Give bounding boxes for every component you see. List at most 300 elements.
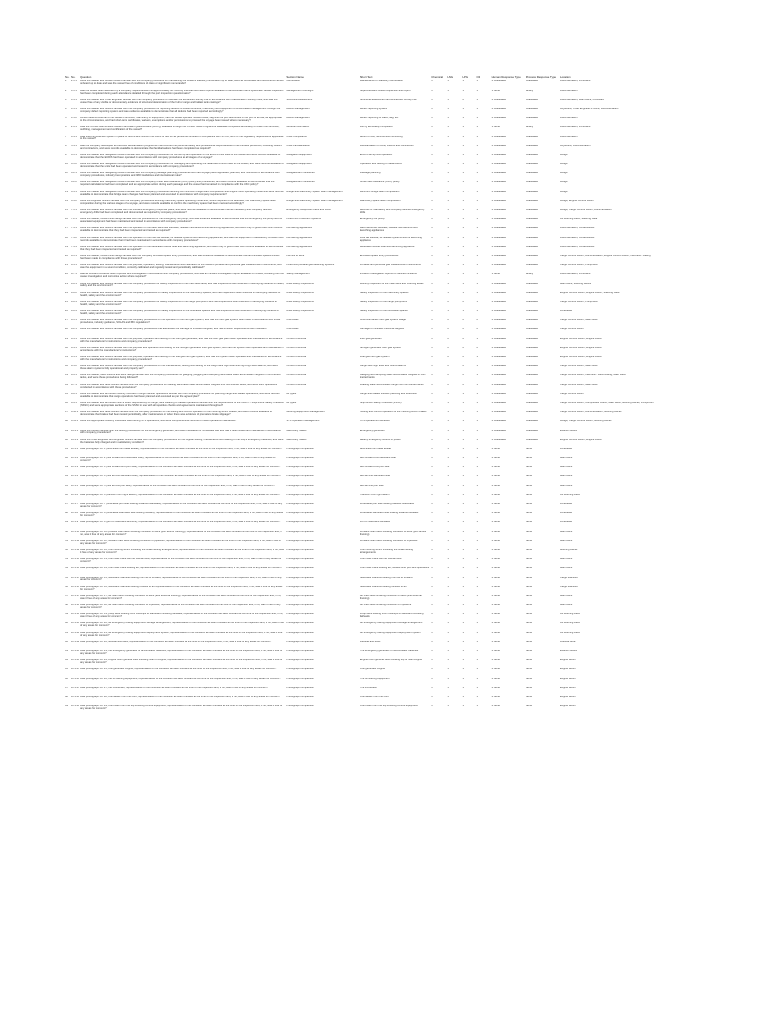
row-no-cell: 40	[65, 438, 68, 441]
human-response-type-cell: 2 None	[491, 539, 500, 542]
row-no-cell: 39	[65, 429, 68, 432]
location-cell: Main Deck	[560, 539, 573, 542]
header-chemical: Chemical	[431, 75, 443, 79]
row-no-cell: 54	[65, 567, 68, 570]
oil-flag-cell: 1	[476, 401, 478, 404]
chemical-flag-cell: 1	[431, 585, 433, 588]
location-cell: Engine Room	[560, 668, 576, 671]
oil-flag-cell: 1	[476, 209, 478, 212]
question-text-cell: Was photograph no. 4 (hull aft end starboard side), representative of the condition as seen onboard at the time of the inspection and, if no, was it free of any areas for concern?	[80, 475, 282, 478]
question-text-cell: Were the Master and officers familiar with the company procedure for reporting defects to vessel structure, machinery and equipment to shore-based management through the company defect reporting system and was evidence available to demonstrate that all defects had been reported accordingly?	[80, 107, 281, 113]
table-row	[64, 696, 704, 705]
section-name-cell: Photograph comparison	[286, 466, 314, 469]
question-number-cell: 8.3.1	[71, 264, 77, 267]
short-text-cell: Under keel clearance (UKC) policy	[359, 181, 400, 184]
human-response-type-cell: 2 None	[491, 457, 500, 460]
process-response-type-cell: Graduated	[525, 300, 539, 303]
process-response-type-cell: Graduated	[525, 291, 539, 294]
header-lng: LNG	[447, 75, 454, 79]
table-row	[64, 632, 704, 641]
chemical-flag-cell: 1	[431, 493, 433, 496]
process-response-type-cell: Graduated	[525, 135, 539, 138]
question-text-cell: Were the Master and officers familiar with the company procedures for the operation of the inert gas system, and had the inert gas system been used in accordance with those procedures, industry guidance, SOLAS and IBC regulations?	[80, 319, 281, 325]
location-cell: Bridge	[560, 190, 568, 193]
process-response-type-cell: None	[525, 548, 533, 551]
short-text-cell: Hull forward end starboard side	[359, 457, 396, 460]
short-text-cell: The oil filtering equipment	[359, 677, 390, 680]
chemical-flag-cell: 1	[431, 438, 433, 441]
table-row	[64, 292, 704, 301]
question-text-cell: Was there an effective system in place to record and monitor the hours of rest for all personnel onboard in compliance with STCW, MLC or the regulatory requirements applicable to the vessel?	[80, 135, 284, 141]
human-response-type-cell: 2 None	[491, 631, 500, 634]
chemical-flag-cell: 1	[431, 411, 433, 414]
short-text-cell: Cargo tank high level and overfill alarms	[359, 365, 406, 368]
lng-flag-cell: 1	[447, 457, 449, 460]
short-text-cell: Aft emergency towing equipment storage arrangement	[359, 622, 423, 625]
question-text-cell: Were the Master, officers and ratings familiar with the company enclosed space entry procedures, and was evidence available to demonstrate that all enclosed spaces entries had been made in compliance with those procedures?	[80, 254, 280, 260]
location-cell: Main Deck, Mooring Decks	[560, 282, 592, 285]
lpg-flag-cell: 1	[462, 512, 464, 515]
question-text-cell: Was the OCIMF Harmonised Vessel Particulars Questionnaire (HVPQ) available through the OCIMF SIRE Programme database completed accurately to reflect the structure, outfitting, management and certification of the vessel?	[80, 126, 280, 132]
short-text-cell: Forecastle starboard side looking towards fairleads	[359, 512, 419, 515]
lpg-flag-cell: 1	[462, 107, 464, 110]
question-number-cell: 6.1.2	[71, 163, 77, 166]
lpg-flag-cell: 1	[462, 117, 464, 120]
question-number-cell: 11.1.28	[71, 695, 80, 698]
question-number-cell: 6.2.1	[71, 172, 77, 175]
human-response-type-cell: 2 None	[491, 668, 500, 671]
lng-flag-cell: 1	[447, 254, 449, 257]
location-cell: Cargo Control Room, Main Deck	[560, 383, 598, 386]
process-response-type-cell: Graduated	[525, 328, 539, 331]
process-response-type-cell: None	[525, 493, 533, 496]
row-no-cell: 16	[65, 218, 68, 221]
human-response-type-cell: 2 None	[491, 659, 500, 662]
question-number-cell: 11.1.29	[71, 705, 80, 708]
section-name-cell: All types	[286, 392, 297, 395]
lpg-flag-cell: 1	[462, 558, 464, 561]
location-cell: Main Deck	[560, 484, 573, 487]
section-name-cell: Photograph comparison	[286, 677, 314, 680]
question-number-cell: 11.1.27	[71, 686, 80, 689]
human-response-type-cell: 2 None	[491, 640, 500, 643]
row-no-cell: 32	[65, 365, 68, 368]
location-cell: Main Deck	[560, 457, 573, 460]
question-number-cell: 8.2.1	[71, 328, 77, 331]
section-name-cell: Photograph comparison	[286, 613, 314, 616]
lpg-flag-cell: 1	[462, 659, 464, 662]
question-number-cell: 11.1.18	[71, 604, 80, 607]
lpg-flag-cell: 1	[462, 695, 464, 698]
lpg-flag-cell: 1	[462, 493, 464, 496]
table-row	[64, 650, 704, 659]
chemical-flag-cell: 1	[431, 686, 433, 689]
short-text-cell: One hose crane with an overall view	[359, 558, 402, 561]
question-number-cell: 11.1.8	[71, 512, 79, 515]
location-cell: Forecastle	[560, 512, 573, 515]
short-text-cell: Transom from right astern	[359, 493, 390, 496]
question-number-cell: 11.1.15	[71, 576, 80, 579]
process-response-type-cell: Graduated	[525, 144, 539, 147]
short-text-cell: Structural assessment and Enhanced Survey File	[359, 98, 417, 101]
human-response-type-cell: 2 Graduated	[491, 190, 507, 193]
lpg-flag-cell: 1	[462, 686, 464, 689]
question-number-cell: 9.8.3	[71, 300, 77, 303]
header-location: Location	[560, 75, 571, 79]
section-name-cell: Photograph comparison	[286, 668, 314, 671]
section-name-cell: Defect Management	[286, 117, 310, 120]
short-text-cell: Loading static accumulator cargo into non-inerted tanks	[359, 383, 424, 386]
chemical-flag-cell: 1	[431, 383, 433, 386]
question-text-cell: Was photograph no. 6 (transom from right astern), representative of the condition as seen onboard at the time of the inspection and, if no, was it free of any areas for concern?	[80, 493, 281, 496]
short-text-cell: Safety inspection of the forecastle spaces	[359, 310, 408, 313]
lpg-flag-cell: 1	[462, 668, 464, 671]
question-text-cell: Was photograph no. 18, aft main deck showing condition of Pipework, representative of the condition as seen onboard at the time of the inspection and, if no, was it free of any areas for concern?	[80, 604, 281, 609]
oil-flag-cell: 1	[476, 227, 478, 230]
table-row	[64, 237, 704, 246]
lng-flag-cell: 1	[447, 503, 449, 506]
process-response-type-cell: Graduated	[525, 264, 539, 267]
table-row	[64, 687, 704, 696]
chemical-flag-cell: 1	[431, 650, 433, 653]
location-cell: Main Deck	[560, 466, 573, 469]
chemical-flag-cell: 1	[431, 319, 433, 322]
question-number-cell: 7.1.1	[71, 209, 77, 212]
lng-flag-cell: 1	[447, 273, 449, 276]
question-number-cell: 6.3.2	[71, 199, 77, 202]
table-row	[64, 301, 704, 310]
process-response-type-cell: Graduated	[525, 107, 539, 110]
question-number-cell: 11.1.19	[71, 613, 80, 616]
oil-flag-cell: 1	[476, 264, 478, 267]
oil-flag-cell: 1	[476, 300, 478, 303]
oil-flag-cell: 1	[476, 705, 478, 708]
section-name-cell: Emergency Response Plans and Drills	[286, 209, 331, 212]
oil-flag-cell: 1	[476, 695, 478, 698]
question-number-cell: 3.5.2	[71, 117, 77, 120]
short-text-cell: Superintendent vessel inspection and report	[359, 89, 411, 92]
chemical-flag-cell: 1	[431, 457, 433, 460]
section-name-cell: STS Operation Management	[286, 420, 320, 423]
human-response-type-cell: 2 Graduated	[491, 319, 507, 322]
question-number-cell: 7.2.1	[71, 218, 77, 221]
question-number-cell: 4.4.1	[71, 135, 77, 138]
question-text-cell: Were the Master and officers familiar with the purpose, operation and testing of the flue gas inert gas system, and had the system been operated and maintained in accordance with the manufacturer's instructions and company procedures?	[80, 356, 282, 361]
row-no-cell: 24	[65, 291, 68, 294]
table-row	[64, 384, 704, 393]
row-no-cell: 9	[65, 153, 67, 156]
process-response-type-cell: None	[525, 539, 533, 542]
question-number-cell: 3.1.1	[71, 89, 77, 92]
human-response-type-cell: 1 None	[491, 273, 500, 276]
oil-flag-cell: 1	[476, 245, 478, 248]
section-name-cell: Photograph comparison	[286, 695, 314, 698]
table-row	[64, 163, 704, 172]
lng-flag-cell: 1	[447, 622, 449, 625]
lng-flag-cell: 1	[447, 144, 449, 147]
lpg-flag-cell: 1	[462, 245, 464, 248]
row-no-cell: 31	[65, 356, 68, 359]
question-text-cell: Had the company developed an effective familiarisation programme that covered the personal safety and professional responsibilities of all onboard personnel, including visitors and contractors, and were records available to demonstrate that familiarisations had been completed as required?	[80, 144, 282, 150]
question-text-cell: Was photograph no. 3 (hull forward end port side), representative of the condition as seen onboard at the time of the inspection and, if no, was it free of any areas for concern?	[80, 466, 281, 469]
short-text-cell: Minimum bridge team composition	[359, 190, 400, 193]
question-text-cell: Were the Master and certain officers familiar with the company procedure for maintaining the vessel's statutory certification up to date, were all certificates and documents carried onboard up to date and was the vessel free of conditions of class or significant memoranda?	[80, 80, 284, 86]
location-cell: Documentation, Main Deck, Portboard	[560, 98, 604, 101]
table-row	[64, 347, 704, 356]
chemical-flag-cell: 1	[431, 181, 433, 184]
table-row	[64, 503, 704, 512]
process-response-type-cell: Graduated	[525, 80, 539, 83]
lng-flag-cell: 1	[447, 411, 449, 414]
row-no-cell: 46	[65, 493, 68, 496]
chemical-flag-cell: 1	[431, 659, 433, 662]
lpg-flag-cell: 1	[462, 585, 464, 588]
process-response-type-cell: Graduated	[525, 356, 539, 359]
chemical-flag-cell: 1	[431, 172, 433, 175]
question-number-cell: 2.6.1	[71, 126, 77, 129]
process-response-type-cell: Graduated	[525, 346, 539, 349]
lpg-flag-cell: 1	[462, 613, 464, 616]
section-name-cell: Crew Familiarisation	[286, 144, 310, 147]
short-text-cell: Inert gas generator	[359, 337, 382, 340]
section-name-cell: Fixed Fire Protection Systems	[286, 218, 321, 221]
lpg-flag-cell: 1	[462, 80, 464, 83]
oil-flag-cell: 1	[476, 282, 478, 285]
question-text-cell: Was photograph no. 28, one ladder from the front, representative of the condition as seen onboard at the time of the inspection and, if no, was it free of any areas for concern?	[80, 695, 281, 698]
row-no-cell: 20	[65, 254, 68, 257]
row-no-cell: 38	[65, 420, 68, 423]
lng-flag-cell: 1	[447, 264, 449, 267]
short-text-cell: Bow area from dead ahead	[359, 447, 392, 450]
lng-flag-cell: 1	[447, 420, 449, 423]
section-name-cell: Mooring Equipment Management	[286, 411, 325, 414]
chemical-flag-cell: 1	[431, 668, 433, 671]
question-number-cell: 8.10.1	[71, 411, 79, 414]
question-text-cell: Were the Master and officers familiar with the operation of the davit launched lifeboats, release mechanisms and launching appliances, and were they in good order with records available to demonstrate that they had been inspected and tested as required?	[80, 227, 283, 233]
human-response-type-cell: 2 Graduated	[491, 135, 507, 138]
section-name-cell: Oil and Chemical	[286, 365, 307, 368]
process-response-type-cell: None	[525, 447, 533, 450]
location-cell: Forecastle	[560, 447, 573, 450]
table-row	[64, 181, 704, 190]
process-response-type-cell: None	[525, 659, 533, 662]
row-no-cell: 69	[65, 705, 68, 708]
lpg-flag-cell: 1	[462, 172, 464, 175]
row-no-cell: 68	[65, 695, 68, 698]
short-text-cell: One ladder from the front	[359, 695, 389, 698]
oil-flag-cell: 1	[476, 117, 478, 120]
short-text-cell: Nitrogen generator inert gas system	[359, 346, 402, 349]
lng-flag-cell: 1	[447, 153, 449, 156]
oil-flag-cell: 1	[476, 447, 478, 450]
section-name-cell: Oil and Chemical	[286, 383, 307, 386]
human-response-type-cell: 2 Graduated	[491, 374, 507, 377]
short-text-cell: Emergency fire pump	[359, 218, 385, 221]
question-number-cell: 11.1.22	[71, 640, 80, 643]
table-row	[64, 273, 704, 282]
oil-flag-cell: 1	[476, 337, 478, 340]
question-number-cell: 8.5.2	[71, 365, 77, 368]
chemical-flag-cell: 1	[431, 429, 433, 432]
lpg-flag-cell: 1	[462, 190, 464, 193]
human-response-type-cell: 2 Graduated	[491, 181, 507, 184]
table-row	[64, 411, 704, 420]
section-name-cell: All types	[286, 401, 297, 404]
chemical-flag-cell: 1	[431, 401, 433, 404]
oil-flag-cell: 1	[476, 594, 478, 597]
lpg-flag-cell: 0	[462, 328, 464, 331]
process-response-type-cell: Graduated	[525, 254, 539, 257]
short-text-cell: One generator engine	[359, 668, 386, 671]
human-response-type-cell: 2 Graduated	[491, 172, 507, 175]
lpg-flag-cell: 1	[462, 282, 464, 285]
chemical-flag-cell: 1	[431, 346, 433, 349]
table-row	[64, 227, 704, 236]
lpg-flag-cell: 0	[462, 374, 464, 377]
chemical-flag-cell: 1	[431, 613, 433, 616]
row-no-cell: 34	[65, 383, 68, 386]
lng-flag-cell: 1	[447, 493, 449, 496]
lpg-flag-cell: 1	[462, 604, 464, 607]
human-response-type-cell: 2 None	[491, 576, 500, 579]
question-number-cell: 11.1.16	[71, 585, 80, 588]
lpg-flag-cell: 1	[462, 631, 464, 634]
oil-flag-cell: 1	[476, 686, 478, 689]
row-no-cell: 3	[65, 98, 67, 101]
lng-flag-cell: 1	[447, 310, 449, 313]
location-cell: Aft Mooring Deck	[560, 493, 580, 496]
chemical-flag-cell: 1	[431, 126, 433, 129]
question-number-cell: 11.1.10	[71, 530, 80, 533]
process-response-type-cell: None	[525, 576, 533, 579]
table-row	[64, 494, 704, 503]
chemical-flag-cell: 1	[431, 135, 433, 138]
human-response-type-cell: 2 Graduated	[491, 227, 507, 230]
question-number-cell: 8.6.1	[71, 374, 77, 377]
short-text-cell: Testing and correct operation of the mooring winch brakes	[359, 411, 427, 414]
oil-flag-cell: 1	[476, 190, 478, 193]
human-response-type-cell: 2 Graduated	[491, 356, 507, 359]
location-cell: Documentation	[560, 89, 578, 92]
question-number-cell: 11.1.14	[71, 567, 80, 570]
lpg-flag-cell: 1	[462, 227, 464, 230]
question-number-cell: 8.5.1	[71, 356, 77, 359]
lng-flag-cell: 1	[447, 107, 449, 110]
lpg-flag-cell: 1	[462, 567, 464, 570]
short-text-cell: Defect reporting system	[359, 107, 388, 110]
human-response-type-cell: 2 Graduated	[491, 107, 507, 110]
question-number-cell: 11.1.1	[71, 447, 79, 450]
oil-flag-cell: 1	[476, 503, 478, 506]
table-row	[64, 264, 704, 273]
table-row	[64, 310, 704, 319]
location-cell: Exterior Decks	[560, 650, 577, 653]
row-no-cell: 65	[65, 668, 68, 671]
table-row	[64, 393, 704, 402]
lng-flag-cell: 1	[447, 604, 449, 607]
question-number-cell: 11.1.24	[71, 659, 80, 662]
header-short-text: Short Text	[359, 75, 373, 79]
short-text-cell: Poop deck looking from midships to starboard including fairleads	[359, 613, 424, 619]
process-response-type-cell: Graduated	[525, 163, 539, 166]
lpg-flag-cell: 1	[462, 705, 464, 708]
process-response-type-cell: None	[525, 686, 533, 689]
question-text-cell: Were the Master and officers familiar with the company procedures for safety inspections of the machinery spaces, and had inspections been effective in identifying hazards to health, safety and the environment?	[80, 291, 281, 297]
chemical-flag-cell: 1	[431, 447, 433, 450]
chemical-flag-cell: 1	[431, 227, 433, 230]
location-cell: Engine Control Room, Engine Room	[560, 438, 602, 441]
header-question: Question	[80, 75, 92, 79]
location-cell: Engine Room	[560, 677, 576, 680]
human-response-type-cell: 2 None	[491, 521, 500, 524]
row-no-cell: 14	[65, 199, 68, 202]
row-no-cell: 42	[65, 457, 68, 460]
table-row	[64, 595, 704, 604]
lpg-flag-cell: 1	[462, 310, 464, 313]
human-response-type-cell: 2 None	[491, 594, 500, 597]
lng-flag-cell: 1	[447, 126, 449, 129]
section-name-cell: Area Safety Inspections	[286, 300, 314, 303]
human-response-type-cell: 2 None	[491, 512, 500, 515]
question-text-cell: Where defects external to the vessel's structure, machinery or equipment, had the vessel operator notified class, flag and the port authorities in the port of arrival, as appropriate to the circumstances, and had short-term certificates, waivers, exemptions and/or permissions to proceed the voyage been issued where necessary?	[80, 117, 282, 123]
human-response-type-cell: 2 Graduated	[491, 80, 507, 83]
process-response-type-cell: Graduated	[525, 392, 539, 395]
row-no-cell: 5	[65, 117, 67, 120]
location-cell: Documentation, Unhazardous	[560, 236, 595, 239]
location-cell: Bridge	[560, 181, 568, 184]
table-row	[64, 328, 704, 337]
human-response-type-cell: 2 Graduated	[491, 199, 507, 202]
table-body	[64, 80, 704, 714]
question-number-cell: 10.2.1	[71, 429, 79, 432]
question-text-cell: Was photograph no. 15, starboard manifold looking from aft to forward, representative of the condition as seen onboard at the time of the inspection and, if no, was it free of any areas for concern?	[80, 576, 282, 582]
short-text-cell: Hull aft end port side	[359, 484, 384, 487]
human-response-type-cell: 2 None	[491, 686, 500, 689]
oil-flag-cell: 1	[476, 604, 478, 607]
section-name-cell: Management Oversight	[286, 89, 314, 92]
section-name-cell: Machinery Status	[286, 438, 307, 441]
location-cell: Bridge, Cargo Control Room, Mooring Decks	[560, 420, 612, 423]
chemical-flag-cell: 1	[431, 300, 433, 303]
process-response-type-cell: Graduated	[525, 236, 539, 239]
short-text-cell: Aft main deck showing condition of Pipework	[359, 604, 412, 607]
lpg-flag-cell: 1	[462, 264, 464, 267]
row-no-cell: 6	[65, 126, 67, 129]
human-response-type-cell: 1 None	[491, 89, 500, 92]
section-name-cell: Oil and Chemical	[286, 356, 307, 359]
chemical-flag-cell: 1	[431, 576, 433, 579]
short-text-cell: Gauging and sampling static accumulator cargoes in non-inerted tanks	[359, 374, 426, 380]
question-text-cell: Were the Master and officers familiar with the purpose and operation and testing of the nitrogen generator inert gas system, and had the system been operated and maintained in accordance with the manufacturer's instructions?	[80, 346, 284, 352]
question-text-cell: Were the Master and navigation officers familiar with the company procedures for the set up and operation of the ECDIS units fitted to the vessel and were records available to demonstrate that the ECDIS had been operated in accordance with company procedures at all stages of a voyage?	[80, 153, 281, 159]
short-text-cell: Portable and personal gas measurement instruments	[359, 264, 421, 267]
short-text-cell: HVPQ accurately completed	[359, 126, 393, 129]
question-text-cell: Was photograph no. 14, one hose crane looking aft, representative of the condition as seen onboard at the time of the inspection and, if no, was it free of any areas for concern?	[80, 567, 283, 570]
human-response-type-cell: 2 Graduated	[491, 300, 507, 303]
chemical-flag-cell: 1	[431, 484, 433, 487]
process-response-type-cell: None	[525, 677, 533, 680]
location-cell: Forecastle	[560, 521, 573, 524]
table-row	[64, 577, 704, 586]
table-row	[64, 622, 704, 631]
section-name-cell: Life saving appliances	[286, 236, 312, 239]
lng-flag-cell: 1	[447, 668, 449, 671]
chemical-flag-cell: 1	[431, 337, 433, 340]
chemical-flag-cell: 1	[431, 475, 433, 478]
question-number-cell: 11.1.26	[71, 677, 80, 680]
lng-flag-cell: 1	[447, 640, 449, 643]
human-response-type-cell: 2 Graduated	[491, 254, 507, 257]
